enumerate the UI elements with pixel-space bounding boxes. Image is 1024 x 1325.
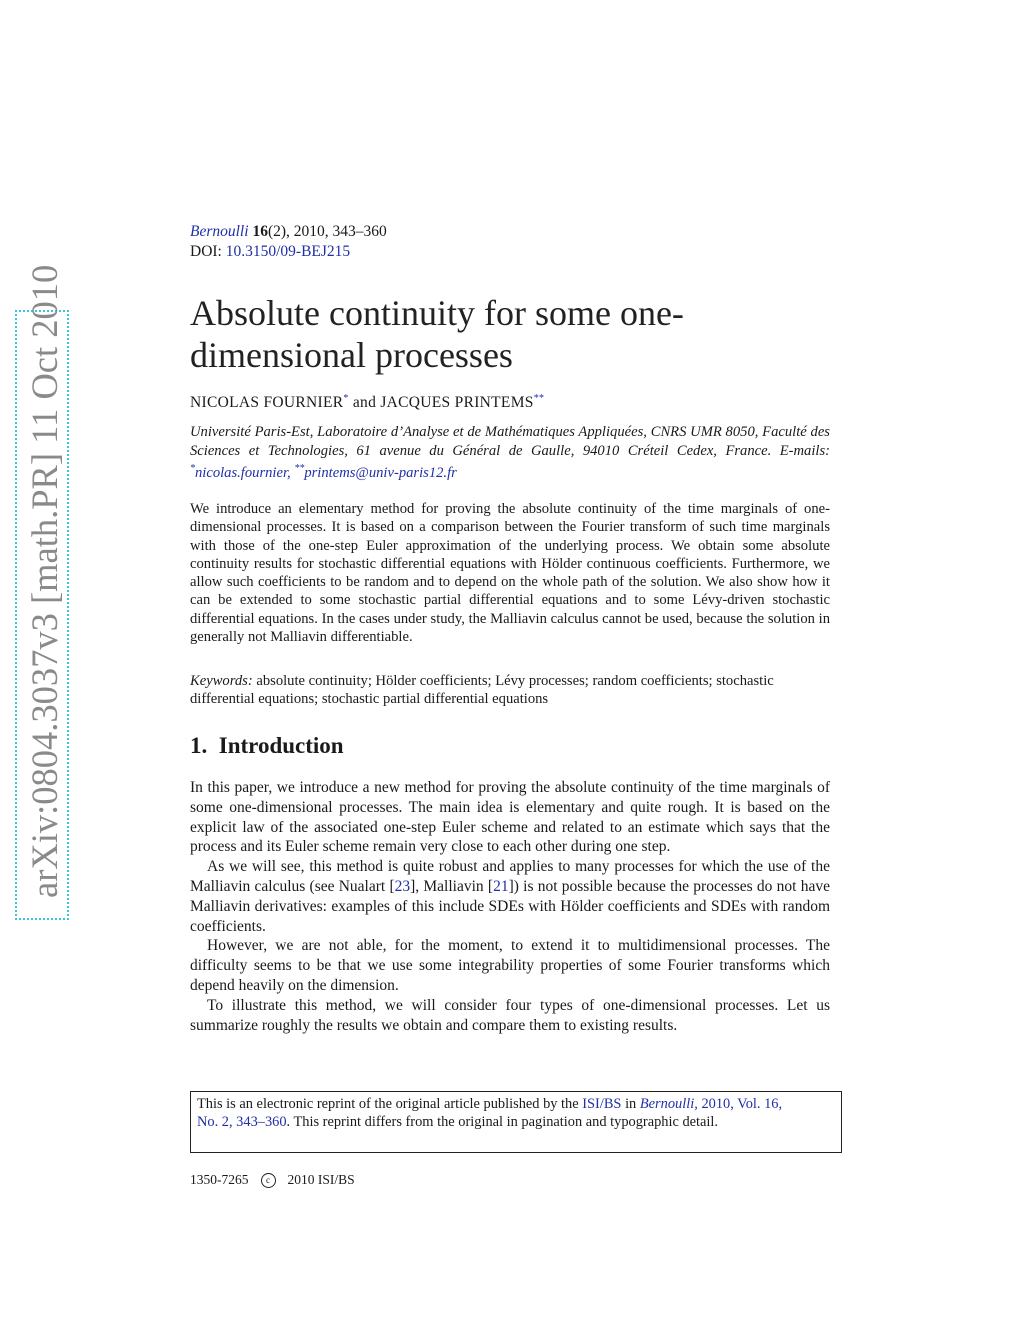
section-heading <box>190 733 830 759</box>
journal-volume: 16 <box>252 223 268 240</box>
paragraph-2: As we will see, this method is quite robust and applies to many processes for which the use of the Malliavin calculus (see Nualart [23], Malliavin [21]) is not possible because the processes do not have Malliavin derivatives: examples of this include SDEs with Hölder coefficients and SDEs with random coefficients. <box>190 858 830 935</box>
journal-issue: (2), 2010, 343–360 <box>267 223 387 240</box>
publisher-link[interactable]: ISI/BS <box>582 1096 622 1112</box>
author-2: JACQUES PRINTEMS <box>380 394 534 412</box>
paragraph-2-c: ) is not possible because the processes do not have Malliavin derivatives: examples of this include SDEs with Hölder coefficients and SDEs with random coefficients. <box>190 877 830 935</box>
doi-line <box>190 242 830 262</box>
affiliation <box>190 423 830 483</box>
journal-link[interactable]: Bernoulli <box>190 223 249 240</box>
paragraph-2-b: , Malliavin <box>415 877 484 895</box>
reprint-notice <box>190 1091 842 1153</box>
reprint-text-c: . This reprint differs from the original in pagination and typographic detail. <box>286 1114 719 1131</box>
paragraph-1: In this paper, we introduce a new method for proving the absolute continuity of the time marginals of some one-dimensional processes. The main idea is elementary and quite rough. It is based on the explicit law of the associated one-step Euler scheme and related to an estimate which says that the process and its Euler scheme remain very close to each other during one step. <box>190 779 830 856</box>
email-2-mark: ** <box>294 463 305 475</box>
email-1-mark: * <box>190 463 195 475</box>
email-1-link[interactable]: nicolas.fournier, <box>195 465 291 482</box>
paragraph-4: To illustrate this method, we will consider four types of one-dimensional processes. Let us summarize roughly the results we obtain and compare them to existing results. <box>190 996 830 1034</box>
reprint-text-b: in <box>625 1096 637 1112</box>
email-2-link[interactable]: printems@univ-paris12.fr <box>304 465 457 482</box>
affiliation-text: Université Paris-Est, Laboratoire d’Analyse et de Mathématiques Appliquées, CNRS UMR 8050, Faculté des Sciences et Technologies, 61 avenue du Général de Gaulle, 94010 Créteil Cedex, France. E-mails: <box>190 424 830 459</box>
paper-title: Absolute continuity for some one-dimensional processes <box>190 293 684 375</box>
paragraph-3: However, we are not able, for the moment, to extend it to multidimensional processes. The difficulty seems to be that we use some integrability properties of some Fourier transforms which depend heavily on the dimension. <box>190 937 830 994</box>
journal-citation <box>190 222 830 242</box>
copyright: 2010 ISI/BS <box>287 1172 355 1187</box>
author-1-mark: * <box>343 393 349 404</box>
body-text <box>190 778 830 1035</box>
doi-label: DOI: <box>190 243 222 260</box>
arxiv-stamp-text: arXiv:0804.3037v3 [math.PR] 11 Oct 2010 <box>24 264 65 898</box>
reprint-text-a: This is an electronic reprint of the original article published by the <box>197 1096 579 1112</box>
author-1: NICOLAS FOURNIER <box>190 394 344 412</box>
section-number: 1. <box>190 733 208 758</box>
issn: 1350-7265 <box>190 1172 249 1187</box>
authors <box>190 393 830 412</box>
journal-header <box>190 222 830 262</box>
citation-link-23[interactable]: 23 <box>394 877 411 895</box>
keywords-label: Keywords: <box>190 673 253 689</box>
authors-and: and <box>352 394 377 412</box>
author-2-mark: ** <box>533 393 545 404</box>
reprint-citation-link[interactable]: 2010, Vol. 16, No. 2, 343–360 <box>197 1096 783 1131</box>
section-title: Introduction <box>218 733 344 758</box>
keywords-text: absolute continuity; Hölder coefficients; Lévy processes; random coefficients; stochastic differential equations; stochastic partial differential equations <box>190 673 774 708</box>
doi-link[interactable]: 10.3150/09-BEJ215 <box>225 243 351 260</box>
keywords <box>190 672 830 709</box>
citation-link-21[interactable]: 21 <box>493 877 509 895</box>
copyright-icon: c <box>261 1173 276 1188</box>
reprint-journal-link[interactable]: Bernoulli, <box>639 1096 698 1112</box>
abstract: We introduce an elementary method for proving the absolute continuity of the time marginals of one-dimensional processes. It is based on a comparison between the Fourier transform of such time marginals with those of the one-step Euler approximation of the underlying process. We obtain some absolute continuity results for stochastic differential equations with Hölder continuous coefficients. Furthermore, we allow such coefficients to be random and to depend on the whole path of the solution. We also show how it can be extended to some stochastic partial differential equations and to some Lévy-driven stochastic differential equations. In the cases under study, the Malliavin calculus cannot be used, because the solution in generally not Malliavin differentiable. <box>190 501 830 646</box>
paragraph-2-a: As we will see, this method is quite robust and applies to many processes for which the use of the Malliavin calculus (see Nualart <box>190 858 830 895</box>
footer <box>190 1172 830 1188</box>
